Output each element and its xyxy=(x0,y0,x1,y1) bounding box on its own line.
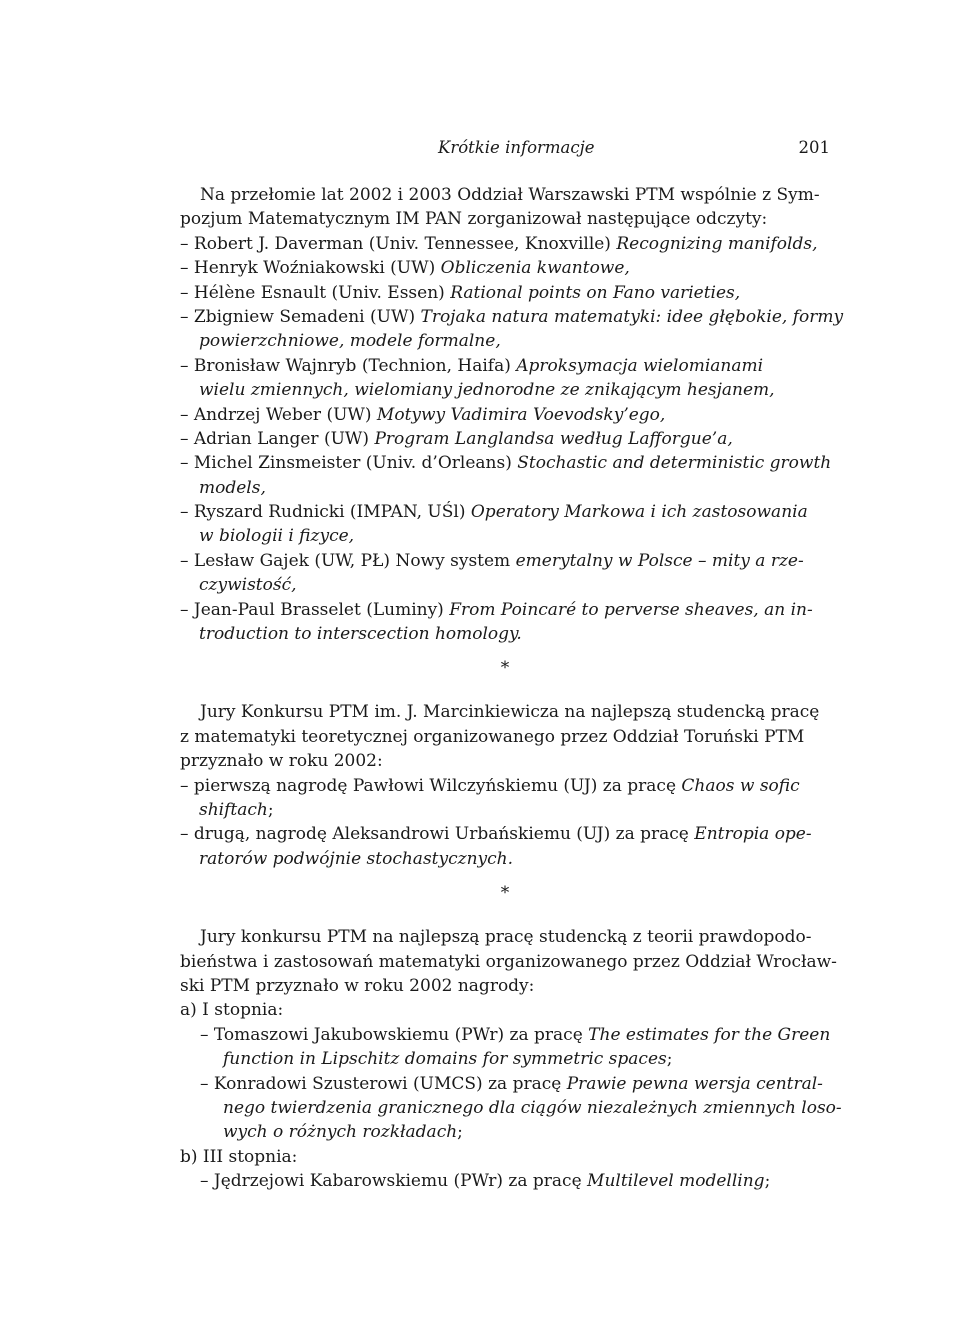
italic-text: From Poincaré to perverse sheaves, an in- xyxy=(449,599,813,620)
text-segment: z matematyki teoretycznej organizowanego przez Oddział Toruński PTM xyxy=(180,726,805,747)
list-item-continuation xyxy=(180,1047,830,1071)
list-item xyxy=(180,598,830,622)
award-level-heading xyxy=(180,998,830,1022)
list-item xyxy=(180,822,830,846)
text-segment: ; xyxy=(666,1049,673,1070)
italic-text: powierzchniowe, modele formalne, xyxy=(199,331,501,352)
italic-text: Motywy Vadimira Voevodsky’ego, xyxy=(376,404,666,425)
text-segment: – drugą, nagrodę Aleksandrowi Urbańskiemu (UJ) za pracę xyxy=(180,824,695,845)
section-separator: * xyxy=(500,658,510,679)
text-segment: ; xyxy=(457,1122,463,1143)
italic-text: Aproksymacja wielomianami xyxy=(516,355,764,376)
paragraph-line xyxy=(180,700,830,724)
text-segment: – Michel Zinsmeister (Univ. d’Orleans) xyxy=(180,453,518,474)
text-segment: a) I stopnia: xyxy=(180,1000,284,1021)
italic-text: czywistość, xyxy=(199,575,297,596)
text-segment: – Andrzej Weber (UW) xyxy=(180,404,377,425)
text-segment: ski PTM przyznało w roku 2002 nagrody: xyxy=(180,975,535,996)
page-body xyxy=(180,183,844,1193)
paragraph-line xyxy=(180,725,830,749)
list-item xyxy=(180,774,830,798)
list-item xyxy=(180,403,830,427)
list-item-continuation xyxy=(180,798,830,822)
list-item xyxy=(180,500,830,524)
text-segment: przyznało w roku 2002: xyxy=(180,751,383,772)
text-segment: ; xyxy=(764,1171,771,1192)
list-item xyxy=(180,232,830,256)
italic-text: Program Langlandsa według Lafforgue’a, xyxy=(374,428,733,449)
text-segment: bieństwa i zastosowań matematyki organizowanego przez Oddział Wrocław- xyxy=(180,951,837,972)
italic-text: Trojaka natura matematyki: idee głębokie, formy xyxy=(420,306,844,327)
list-item xyxy=(180,305,844,329)
text-segment: – Zbigniew Semadeni (UW) xyxy=(180,306,421,327)
paragraph-line xyxy=(180,925,830,949)
list-item-continuation xyxy=(180,847,830,871)
italic-text: Multilevel modelling xyxy=(587,1171,765,1192)
list-item-continuation xyxy=(180,573,830,597)
text-segment: Jury konkursu PTM na najlepszą pracę studencką z teorii prawdopodo- xyxy=(200,927,812,948)
text-segment: – Jean-Paul Brasselet (Luminy) xyxy=(180,599,450,620)
text-segment: – Bronisław Wajnryb (Technion, Haifa) xyxy=(180,355,517,376)
running-header xyxy=(180,138,830,162)
paragraph-line xyxy=(180,183,830,207)
italic-text: function in Lipschitz domains for symmetric spaces xyxy=(223,1049,667,1070)
list-item-continuation xyxy=(180,1096,842,1120)
text-segment: – Henryk Woźniakowski (UW) xyxy=(180,258,441,279)
text-segment: Jury Konkursu PTM im. J. Marcinkiewicza na najlepszą studencką pracę xyxy=(200,702,820,723)
list-item xyxy=(180,549,830,573)
text-segment: ; xyxy=(267,799,274,820)
text-segment: – Jędrzejowi Kabarowskiemu (PWr) za pracę xyxy=(200,1171,588,1192)
running-title: Krótkie informacje xyxy=(438,138,595,157)
paragraph-line xyxy=(180,207,830,231)
text-segment: – Robert J. Daverman (Univ. Tennessee, Knoxville) xyxy=(180,233,617,254)
italic-text: shiftach xyxy=(199,799,268,820)
italic-text: Stochastic and deterministic growth xyxy=(517,453,832,474)
list-item-continuation xyxy=(180,622,830,646)
list-item-continuation xyxy=(180,524,830,548)
text-segment: Na przełomie lat 2002 i 2003 Oddział Warszawski PTM wspólnie z Sym- xyxy=(200,185,820,205)
text-segment: pozjum Matematycznym IM PAN zorganizował następujące odczyty: xyxy=(180,209,768,230)
list-item xyxy=(180,256,830,280)
list-item xyxy=(180,1023,830,1047)
page-number: 201 xyxy=(798,138,830,157)
italic-text: Recognizing manifolds, xyxy=(616,233,818,254)
list-item-continuation xyxy=(180,378,830,402)
list-item xyxy=(180,451,830,475)
text-segment: – Ryszard Rudnicki (IMPAN, UŚl) xyxy=(180,502,471,523)
text-segment: – Konradowi Szusterowi (UMCS) za pracę xyxy=(200,1073,567,1094)
text-segment: – Hélène Esnault (Univ. Essen) xyxy=(180,282,451,303)
italic-text: wych o różnych rozkładach xyxy=(223,1122,458,1143)
italic-text: The estimates for the Green xyxy=(588,1024,831,1045)
italic-text: troduction to interscection homology. xyxy=(199,624,522,645)
paragraph-line xyxy=(180,749,830,773)
list-item-continuation xyxy=(180,329,830,353)
text-segment: – Adrian Langer (UW) xyxy=(180,428,375,449)
italic-text: nego twierdzenia granicznego dla ciągów niezależnych zmiennych loso- xyxy=(223,1097,842,1118)
italic-text: w biologii i fizyce, xyxy=(199,526,355,547)
list-item xyxy=(180,354,830,378)
list-item-continuation xyxy=(180,476,830,500)
section-separator: * xyxy=(500,883,510,904)
italic-text: ratorów podwójnie stochastycznych. xyxy=(199,848,514,869)
text-segment: – Lesław Gajek (UW, PŁ) Nowy system xyxy=(180,550,516,571)
italic-text: Operatory Markowa i ich zastosowania xyxy=(470,502,808,523)
list-item xyxy=(180,1169,830,1193)
italic-text: Obliczenia kwantowe, xyxy=(440,258,630,279)
italic-text: Prawie pewna wersja central- xyxy=(566,1073,823,1094)
italic-text: emerytalny w Polsce – mity a rze- xyxy=(515,550,804,571)
paragraph-line xyxy=(180,950,837,974)
text-segment: – pierwszą nagrodę Pawłowi Wilczyńskiemu (UJ) za pracę xyxy=(180,775,682,796)
italic-text: models, xyxy=(199,477,266,498)
italic-text: Entropia ope- xyxy=(694,824,812,845)
list-item xyxy=(180,1072,830,1096)
list-item-continuation xyxy=(180,1120,830,1144)
italic-text: Rational points on Fano varieties, xyxy=(450,282,741,303)
award-level-heading xyxy=(180,1145,830,1169)
text-segment: b) III stopnia: xyxy=(180,1146,298,1167)
italic-text: wielu zmiennych, wielomiany jednorodne ze znikającym hesjanem, xyxy=(199,380,775,401)
list-item xyxy=(180,281,830,305)
list-item xyxy=(180,427,830,451)
paragraph-line xyxy=(180,974,830,998)
italic-text: Chaos w sofic xyxy=(681,775,800,796)
text-segment: – Tomaszowi Jakubowskiemu (PWr) za pracę xyxy=(200,1024,589,1045)
